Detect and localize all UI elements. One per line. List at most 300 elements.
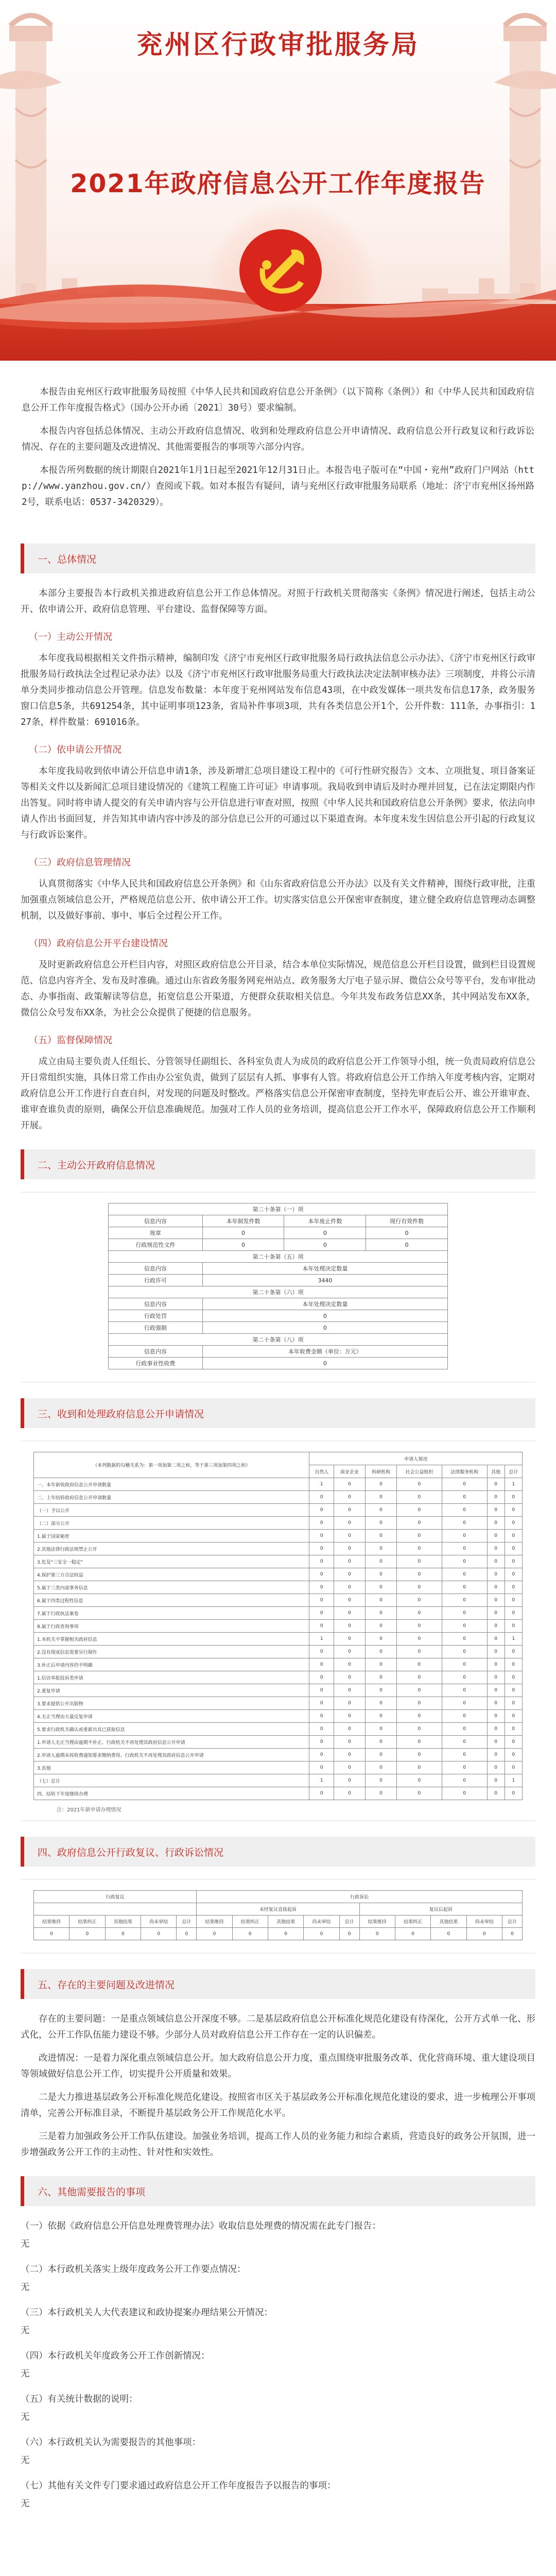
table-cell: 0 [365,1774,396,1787]
table-header-row [34,1452,523,1465]
table-header-row [34,1903,523,1916]
table-row [34,1736,523,1749]
other-items-list [21,2218,535,2512]
table-row [34,1928,523,1940]
table-cell: 0 [365,1723,396,1736]
table-row [109,1215,448,1227]
table-cell: 0 [505,1530,522,1543]
table-cell: 信息内容 [109,1346,203,1358]
table-cell: 信息内容 [109,1298,203,1310]
table-cell: 0 [442,1646,487,1658]
table-cell: 0 [505,1568,522,1581]
table-cell: 6.属于四类过程性信息 [34,1594,309,1607]
table-row [109,1310,448,1322]
table-cell: 0 [442,1749,487,1761]
table-cell: 0 [505,1581,522,1594]
table-cell: 0 [431,1928,466,1940]
table-cell: 1 [505,1478,522,1491]
table-cell: 0 [334,1761,366,1774]
table-cell: 0 [309,1736,334,1749]
table-cell: 0 [309,1504,334,1517]
table-cell: 3.要求提供公开出版物 [34,1697,309,1710]
table-cell: 0 [396,1774,442,1787]
table-row [34,1646,523,1658]
table-cell: 规章 [109,1227,203,1239]
table-header-cell [34,1903,197,1916]
table-cell: 0 [366,1239,448,1251]
table-cell: 0 [487,1671,505,1684]
review-litigation-table [33,1890,523,1940]
table-header-cell: 未经复议直接起诉 [197,1903,359,1916]
table-cell: 0 [396,1568,442,1581]
table-row [109,1322,448,1334]
subsection-heading: （三）政府信息管理情况 [29,857,131,868]
table-cell: 本年处理决定数量 [202,1298,447,1310]
table-cell: 0 [396,1607,442,1620]
table-cell: 0 [334,1723,366,1736]
table-cell: 0 [487,1607,505,1620]
table-header-cell: 其他 [487,1465,505,1478]
table-cell: 3.补正后申请内容仍不明确 [34,1658,309,1671]
table-cell: 0 [70,1928,105,1940]
other-item-question: （三）本行政机关人大代表建议和政协提案办理结果公开情况： [21,2308,273,2318]
table-cell: 0 [334,1684,366,1697]
table-cell: 0 [309,1710,334,1723]
table-cell: 0 [505,1749,522,1761]
table-header-cell: 自然人 [309,1465,334,1478]
table-cell: 0 [442,1530,487,1543]
table-cell: 行政强制 [109,1322,203,1334]
table-cell: 0 [334,1517,366,1530]
table-cell: 0 [177,1928,197,1940]
table-cell: 0 [309,1517,334,1530]
table-cell: 0 [365,1543,396,1555]
table-cell: 0 [442,1684,487,1697]
table-cell: 0 [334,1620,366,1633]
table-cell: 0 [365,1787,396,1800]
table-cell: 第二十条第（五）项 [109,1251,448,1263]
table-row [109,1227,448,1239]
table-cell: 0 [487,1555,505,1568]
table-row [109,1358,448,1369]
subsection-heading: （五）监督保障情况 [29,1035,112,1046]
table-header-cell: 总计 [505,1465,522,1478]
table-header-cell: （本列数据的勾稽关系为：第一项加第二项之和，等于第三项加第四项之和） [34,1452,309,1478]
table-cell: 0 [284,1239,366,1251]
table-cell: 0 [442,1761,487,1774]
table-cell: 第二十条第（八）项 [109,1334,448,1346]
table-row [109,1263,448,1275]
overall-paragraph: 成立由局主要负责人任组长、分管领导任副组长、各科室负责人为成员的政府信息公开工作领导小组，统一负责局政府信息公开日常组织实施，具体日常工作由办公室负责，做到了层层有人抓、事事有人管。将政府信息公开工作纳入年度考核内容，定期对政府信息公开工作进行自查自纠，对发现的问题及时整改。严格落实信息公开保密审查制度，坚持先审查后公开、谁公开谁审查、谁审查谁负责的原则，确保公开信息准确规范。加强对工作人员的业务培训，提高信息公开工作水平，保障政府信息公开工作顺利开展。 [21,1057,535,1131]
table-cell: 0 [487,1620,505,1633]
table-header-row [34,1891,523,1903]
table-cell: 0 [487,1761,505,1774]
table-cell: 现行有效件数 [366,1215,448,1227]
table-cell: 0 [284,1227,366,1239]
table-cell: 0 [309,1671,334,1684]
table-header-cell: 总计 [177,1916,197,1928]
table-cell: 0 [487,1491,505,1504]
table-cell: 0 [396,1555,442,1568]
table-cell: 0 [105,1928,141,1940]
other-item-answer: 无 [21,2412,30,2422]
table-cell: 0 [141,1928,177,1940]
table-row [34,1761,523,1774]
table-cell: 0 [396,1491,442,1504]
table-cell: 0 [334,1697,366,1710]
table-cell: 0 [487,1774,505,1787]
table-row [109,1334,448,1346]
table-wrapper [21,1440,535,1821]
header-banner [0,0,556,361]
table-cell: 0 [365,1517,396,1530]
other-item-question: （七）其他有关文件专门要求通过政府信息公开工作年度报告予以报告的事项： [21,2481,336,2491]
table-cell: 0 [365,1710,396,1723]
active-disclosure-table [108,1203,448,1369]
table-cell: 0 [365,1671,396,1684]
overall-paragraph: 本年度我局根据相关文件指示精神，编制印发《济宁市兖州区行政审批服务局行政执法信息公示办法》、《济宁市兖州区行政审批服务局行政执法全过程记录办法》以及《济宁市兖州区行政审批服务局重大行政执法决定法制审核办法》三项制度，并将公示清单分类同步推动信息公开管理。信息发布数量：本年度于兖州网站发布信息43项，在中政发媒体一项共发布信息17条，政务服务窗口信息5条，共691254条，其中证明事项123条，省局补件事项3项，共有各类信息公开1个，公开件数：111条，办事指引：127条，样件数量：691016条。 [21,653,535,727]
table-row [34,1543,523,1555]
table-cell: 1.属于国家秘密 [34,1530,309,1543]
table-cell: 0 [309,1491,334,1504]
table-cell: 0 [334,1581,366,1594]
table-cell: 3.其他 [34,1761,309,1774]
table-cell: 0 [339,1928,359,1940]
table-cell: 0 [396,1697,442,1710]
table-cell: 0 [442,1658,487,1671]
table-row [34,1581,523,1594]
table-cell: 0 [304,1928,339,1940]
table-row [34,1684,523,1697]
table-cell: 0 [442,1504,487,1517]
table-cell: 0 [396,1620,442,1633]
table-cell: 0 [505,1723,522,1736]
table-cell: 0 [359,1928,395,1940]
table-cell: 0 [487,1633,505,1646]
table-cell: 0 [396,1478,442,1491]
overall-paragraph: 本年度我局收到依申请公开信息申请1条，涉及新增汇总项目建设工程中的《可行性研究报告》文本、立项批复、项目备案证等相关文件以及新闻汇总项目建设情况的《建筑工程施工许可证》申请事项。我局收到申请后及时办理并回复，已在法定期限内作出答复。同时将申请人提交的有关申请内容与公开信息进行审查对照，按照《中华人民共和国政府信息公开条例》要求，依法向申请人作出书面回复，并告知其申请内容中涉及的部分信息已公开的可通过以下渠道查询。本年度未发生因信息公开引起的行政复议与行政诉讼案件。 [21,766,535,840]
table-cell: 0 [442,1491,487,1504]
table-cell: 四、结转下年度继续办理 [34,1787,309,1800]
other-item-question: （二）本行政机关落实上级年度政务公开工作要点情况： [21,2264,246,2275]
table-cell: 本年废止件数 [284,1215,366,1227]
table-cell: 0 [396,1671,442,1684]
table-cell: 第二十条第（六）项 [109,1286,448,1298]
table-cell: 1 [309,1633,334,1646]
table-row [34,1568,523,1581]
table-cell: 0 [505,1697,522,1710]
application-handling-table [33,1452,523,1800]
table-header-cell: 社会公益组织 [396,1465,442,1478]
table-cell: 0 [309,1555,334,1568]
table-row [109,1275,448,1286]
section-heading: 五、存在的主要问题及改进情况 [21,1969,535,1999]
table-cell: 0 [396,1646,442,1658]
table-cell: 0 [505,1543,522,1555]
intro-paragraph: 本报告由兖州区行政审批服务局按照《中华人民共和国政府信息公开条例》（以下简称《条例》）和《中华人民共和国政府信息公开工作年度报告格式》（国办公开办函〔2021〕30号）要求编制。 [22,387,534,413]
table-cell: 2.其他法律行政法规禁止公开 [34,1543,309,1555]
table-cell: 第二十条第（一）项 [109,1204,448,1215]
table-cell: 0 [442,1710,487,1723]
table-cell: 0 [487,1684,505,1697]
table-cell: 0 [505,1517,522,1530]
table-cell: 0 [505,1491,522,1504]
table-cell: 0 [442,1607,487,1620]
table-cell: 0 [365,1620,396,1633]
table-cell: 0 [487,1749,505,1761]
table-cell: 0 [487,1530,505,1543]
table-header-cell: 结果维持 [359,1916,395,1928]
table-cell: 0 [487,1594,505,1607]
table-header-cell: 尚未审结 [304,1916,339,1928]
table-cell: 行政事业性收费 [109,1358,203,1369]
table-header-row [34,1916,523,1928]
table-cell: 本年收费金额（单位：万元） [202,1346,447,1358]
other-item-question: （六）本行政机关认为需要报告的其他事项： [21,2437,201,2448]
subsection-heading: （二）依申请公开情况 [29,744,121,755]
table-cell: 0 [396,1761,442,1774]
other-item-answer: 无 [21,2455,30,2466]
subsection-heading: （一）主动公开情况 [29,632,112,642]
section-heading: 三、收到和处理政府信息公开申请情况 [21,1398,535,1428]
table-cell: 0 [365,1607,396,1620]
table-row [34,1697,523,1710]
table-cell: 5.属于三类内部事务信息 [34,1581,309,1594]
table-cell: 0 [396,1594,442,1607]
table-cell: 2.重复申请 [34,1684,309,1697]
table-cell: 0 [365,1646,396,1658]
table-cell: 0 [487,1787,505,1800]
table-cell: 0 [442,1787,487,1800]
table-cell: 0 [334,1568,366,1581]
table-cell: 0 [268,1928,303,1940]
table-header-cell: 商业企业 [334,1465,366,1478]
table-cell: 0 [396,1658,442,1671]
table-cell: 0 [487,1710,505,1723]
table-cell: 0 [334,1736,366,1749]
table-cell: 信息内容 [109,1215,203,1227]
table-cell: 0 [442,1478,487,1491]
table-cell: 0 [309,1620,334,1633]
table-cell: 0 [334,1607,366,1620]
overall-lead: 本部分主要报告本行政机关推进政府信息公开工作总体情况。对照于行政机关贯彻落实《条例》情况进行阐述，包括主动公开、依申请公开、政府信息管理、平台建设、监督保障等方面。 [21,588,535,615]
overall-paragraph: 认真贯彻落实《中华人民共和国政府信息公开条例》和《山东省政府信息公开办法》以及有关文件精神，围绕行政审批，注重加强重点领域信息公开，严格规范信息公开、依申请公开工作。切实落实信息公开保密审查制度，建立健全政府信息管理动态调整机制，以及做好事前、事中、事后全过程公开工作。 [21,879,535,921]
table-cell: 0 [309,1697,334,1710]
table-header-cell: 尚未审结 [466,1916,502,1928]
table-cell: 0 [334,1504,366,1517]
table-cell: 0 [442,1517,487,1530]
table-cell: 0 [365,1478,396,1491]
table-cell: 0 [396,1504,442,1517]
table-row [109,1286,448,1298]
table-cell: 0 [505,1684,522,1697]
table-cell: 0 [365,1749,396,1761]
table-cell: 0 [442,1723,487,1736]
table-cell: 0 [34,1928,70,1940]
problems-paragraph: 改进情况：一是着力深化重点领域信息公开。加大政府信息公开力度，重点围绕审批服务改革、优化营商环境、重大建设项目等领域做好信息公开工作，切实提升公开质量和效果。 [21,2053,535,2079]
section-heading: 四、政府信息公开行政复议、行政诉讼情况 [21,1837,535,1867]
table-cell: 0 [309,1607,334,1620]
table-cell: 0 [334,1658,366,1671]
table-cell: 0 [309,1543,334,1555]
table-row [109,1298,448,1310]
table-cell: 0 [334,1543,366,1555]
intro-paragraph: 本报告所列数据的统计期限自2021年1月1日起至2021年12月31日止。本报告电子版可在“中国・兖州”政府门户网站（http://www.yanzhou.gov.cn/）查阅或下载。如对本报告有疑问，请与兖州区行政审批服务局联系（地址：济宁市兖州区扬州路2号，联系电话：0537-3420329）。 [22,465,534,507]
table-cell: 0 [202,1239,284,1251]
table-cell: 1 [505,1774,522,1787]
table-cell: 0 [309,1684,334,1697]
table-cell: 0 [396,1684,442,1697]
table-cell: 二、上年结转政府信息公开申请数量 [34,1491,309,1504]
page-title-agency: 兖州区行政审批服务局 [136,30,420,60]
table-cell: 0 [505,1761,522,1774]
problems-paragraph: 存在的主要问题：一是重点领域信息公开深度不够。二是基层政府信息公开标准化规范化建设有待深化，公开方式单一化、形式化，公开工作队伍能力建设不够。少部分人员对政府信息公开工作存在一定的认识偏差。 [21,2014,535,2040]
table-cell: 0 [309,1749,334,1761]
table-cell: 0 [365,1761,396,1774]
table-cell: 1.信访举报投诉类申请 [34,1671,309,1684]
table-cell: 0 [505,1671,522,1684]
table-cell: 0 [442,1633,487,1646]
table-cell: 信息内容 [109,1263,203,1275]
table-header-cell: 行政复议 [34,1891,197,1903]
other-item-question: （五）有关统计数据的说明： [21,2394,138,2404]
table-cell: 0 [505,1504,522,1517]
table-cell: 0 [309,1594,334,1607]
table-row [109,1251,448,1263]
table-cell: 0 [365,1736,396,1749]
table-header-cell: 其他结果 [105,1916,141,1928]
table-cell: 0 [487,1504,505,1517]
table-cell: 0 [442,1620,487,1633]
table-cell: 0 [365,1568,396,1581]
table-row [34,1530,523,1543]
table-cell: 0 [502,1928,522,1940]
table-cell: 0 [334,1646,366,1658]
table-cell: 0 [396,1530,442,1543]
table-cell: 行政处罚 [109,1310,203,1322]
table-cell: 0 [334,1774,366,1787]
table-cell: 0 [365,1491,396,1504]
table-header-cell: 结果纠正 [232,1916,268,1928]
table-header-cell: 行政诉讼 [197,1891,523,1903]
table-cell: 0 [334,1530,366,1543]
table-cell: 0 [396,1787,442,1800]
table-cell: 0 [365,1555,396,1568]
table-cell: 4.无正当理由大量反复申请 [34,1710,309,1723]
table-header-cell: 尚未审结 [141,1916,177,1928]
table-cell: 0 [309,1530,334,1543]
table-cell: 0 [334,1594,366,1607]
table-cell: 7.属于行政执法案卷 [34,1607,309,1620]
table-cell: 0 [396,1517,442,1530]
table-cell: （二）部分公开 [34,1517,309,1530]
table-cell: 0 [365,1697,396,1710]
table-cell: 0 [487,1697,505,1710]
table-cell: 0 [309,1568,334,1581]
table-cell: 2.没有现成信息需要另行制作 [34,1646,309,1658]
table-row [34,1633,523,1646]
table-row [34,1749,523,1761]
table-row [34,1787,523,1800]
table-row [109,1204,448,1215]
table-cell: 0 [334,1478,366,1491]
table-cell: 0 [396,1723,442,1736]
table-cell: 0 [396,1581,442,1594]
table-header-cell: 结果纠正 [70,1916,105,1928]
table-cell: 0 [309,1646,334,1658]
table-row [34,1671,523,1684]
table-cell: 0 [334,1787,366,1800]
table-cell: 1.本机关不掌握相关政府信息 [34,1633,309,1646]
table-cell: 0 [442,1568,487,1581]
table-cell: （七）总计 [34,1774,309,1787]
table-cell: 0 [396,1736,442,1749]
table-cell: 1.申请人无正当理由逾期不补正、行政机关不再处理其政府信息公开申请 [34,1736,309,1749]
subsection-heading: （四）政府信息公开平台建设情况 [29,938,168,949]
table-row [34,1723,523,1736]
table-row [109,1346,448,1358]
other-item-answer: 无 [21,2282,30,2293]
table-cell: 0 [309,1787,334,1800]
table-header-cell: 结果纠正 [395,1916,430,1928]
table-header-cell: 复议后起诉 [359,1903,522,1916]
table-cell: 0 [442,1581,487,1594]
table-cell: 0 [442,1671,487,1684]
table-cell: 1 [505,1633,522,1646]
table-cell: 0 [396,1749,442,1761]
intro-block [0,361,556,528]
table-cell: 0 [505,1594,522,1607]
table-cell: 本年处理决定数量 [202,1263,447,1275]
section-heading: 二、主动公开政府信息情况 [21,1149,535,1179]
table-row [34,1607,523,1620]
other-item-question: （四）本行政机关年度政务公开工作创新情况： [21,2351,210,2361]
table-cell: 0 [365,1504,396,1517]
other-item-question: （一）依据《政府信息公开信息处理费管理办法》收取信息处理费的情况需在此专门报告： [21,2221,381,2231]
table-cell: 0 [396,1543,442,1555]
table-cell: 0 [334,1710,366,1723]
table-header-cell: 结果维持 [197,1916,232,1928]
table-cell: 0 [309,1761,334,1774]
problems-paragraph: 三是着力加强政务公开工作队伍建设。加强业务培训，提高工作人员的业务能力和综合素质，营造良好的政务公开氛围，进一步增强政务公开工作的主动性、针对性和实效性。 [21,2131,535,2158]
table-row [34,1491,523,1504]
table-cell: 本年制发件数 [202,1215,284,1227]
section-heading: 一、总体情况 [21,544,535,573]
table-cell: 0 [309,1723,334,1736]
table-cell: 0 [334,1671,366,1684]
other-item-answer: 无 [21,2326,30,2336]
table-cell: 3.危及"三安全一稳定" [34,1555,309,1568]
table-header-cell: 法律服务机构 [442,1465,487,1478]
party-emblem-icon [237,227,324,314]
table-cell: 0 [396,1633,442,1646]
overall-paragraph: 及时更新政府信息公开栏目内容，对照区政府信息公开目录，结合本单位实际情况，规范信息公开栏目设置，做到栏目设置规范、信息内容齐全、发布及时准确。通过山东省政务服务网兖州站点、政务服务大厅电子显示屏、微信公众号等平台，发布审批动态、办事指南、政策解读等信息，拓宽信息公开渠道，方便群众获取相关信息。今年共发布政务信息XX条，其中网站发布XX条，微信公众号发布XX条，为社会公众提供了便捷的信息服务。 [21,960,535,1018]
table-cell: 0 [487,1736,505,1749]
table-cell: 0 [487,1723,505,1736]
table-header-cell: 总计 [502,1916,522,1928]
table-cell: 0 [334,1555,366,1568]
table-cell: 0 [505,1658,522,1671]
table-row [34,1478,523,1491]
table-row [34,1594,523,1607]
table-header-cell: 科研机构 [365,1465,396,1478]
table-cell: 0 [442,1555,487,1568]
table-cell: 0 [505,1555,522,1568]
table-cell: 一、本年新收政府信息公开申请数量 [34,1478,309,1491]
table-cell: 0 [365,1594,396,1607]
table-cell: 2.申请人逾期未按收费通知要求缴纳费用、行政机关不再处理其政府信息公开申请 [34,1749,309,1761]
table-cell: 0 [505,1646,522,1658]
